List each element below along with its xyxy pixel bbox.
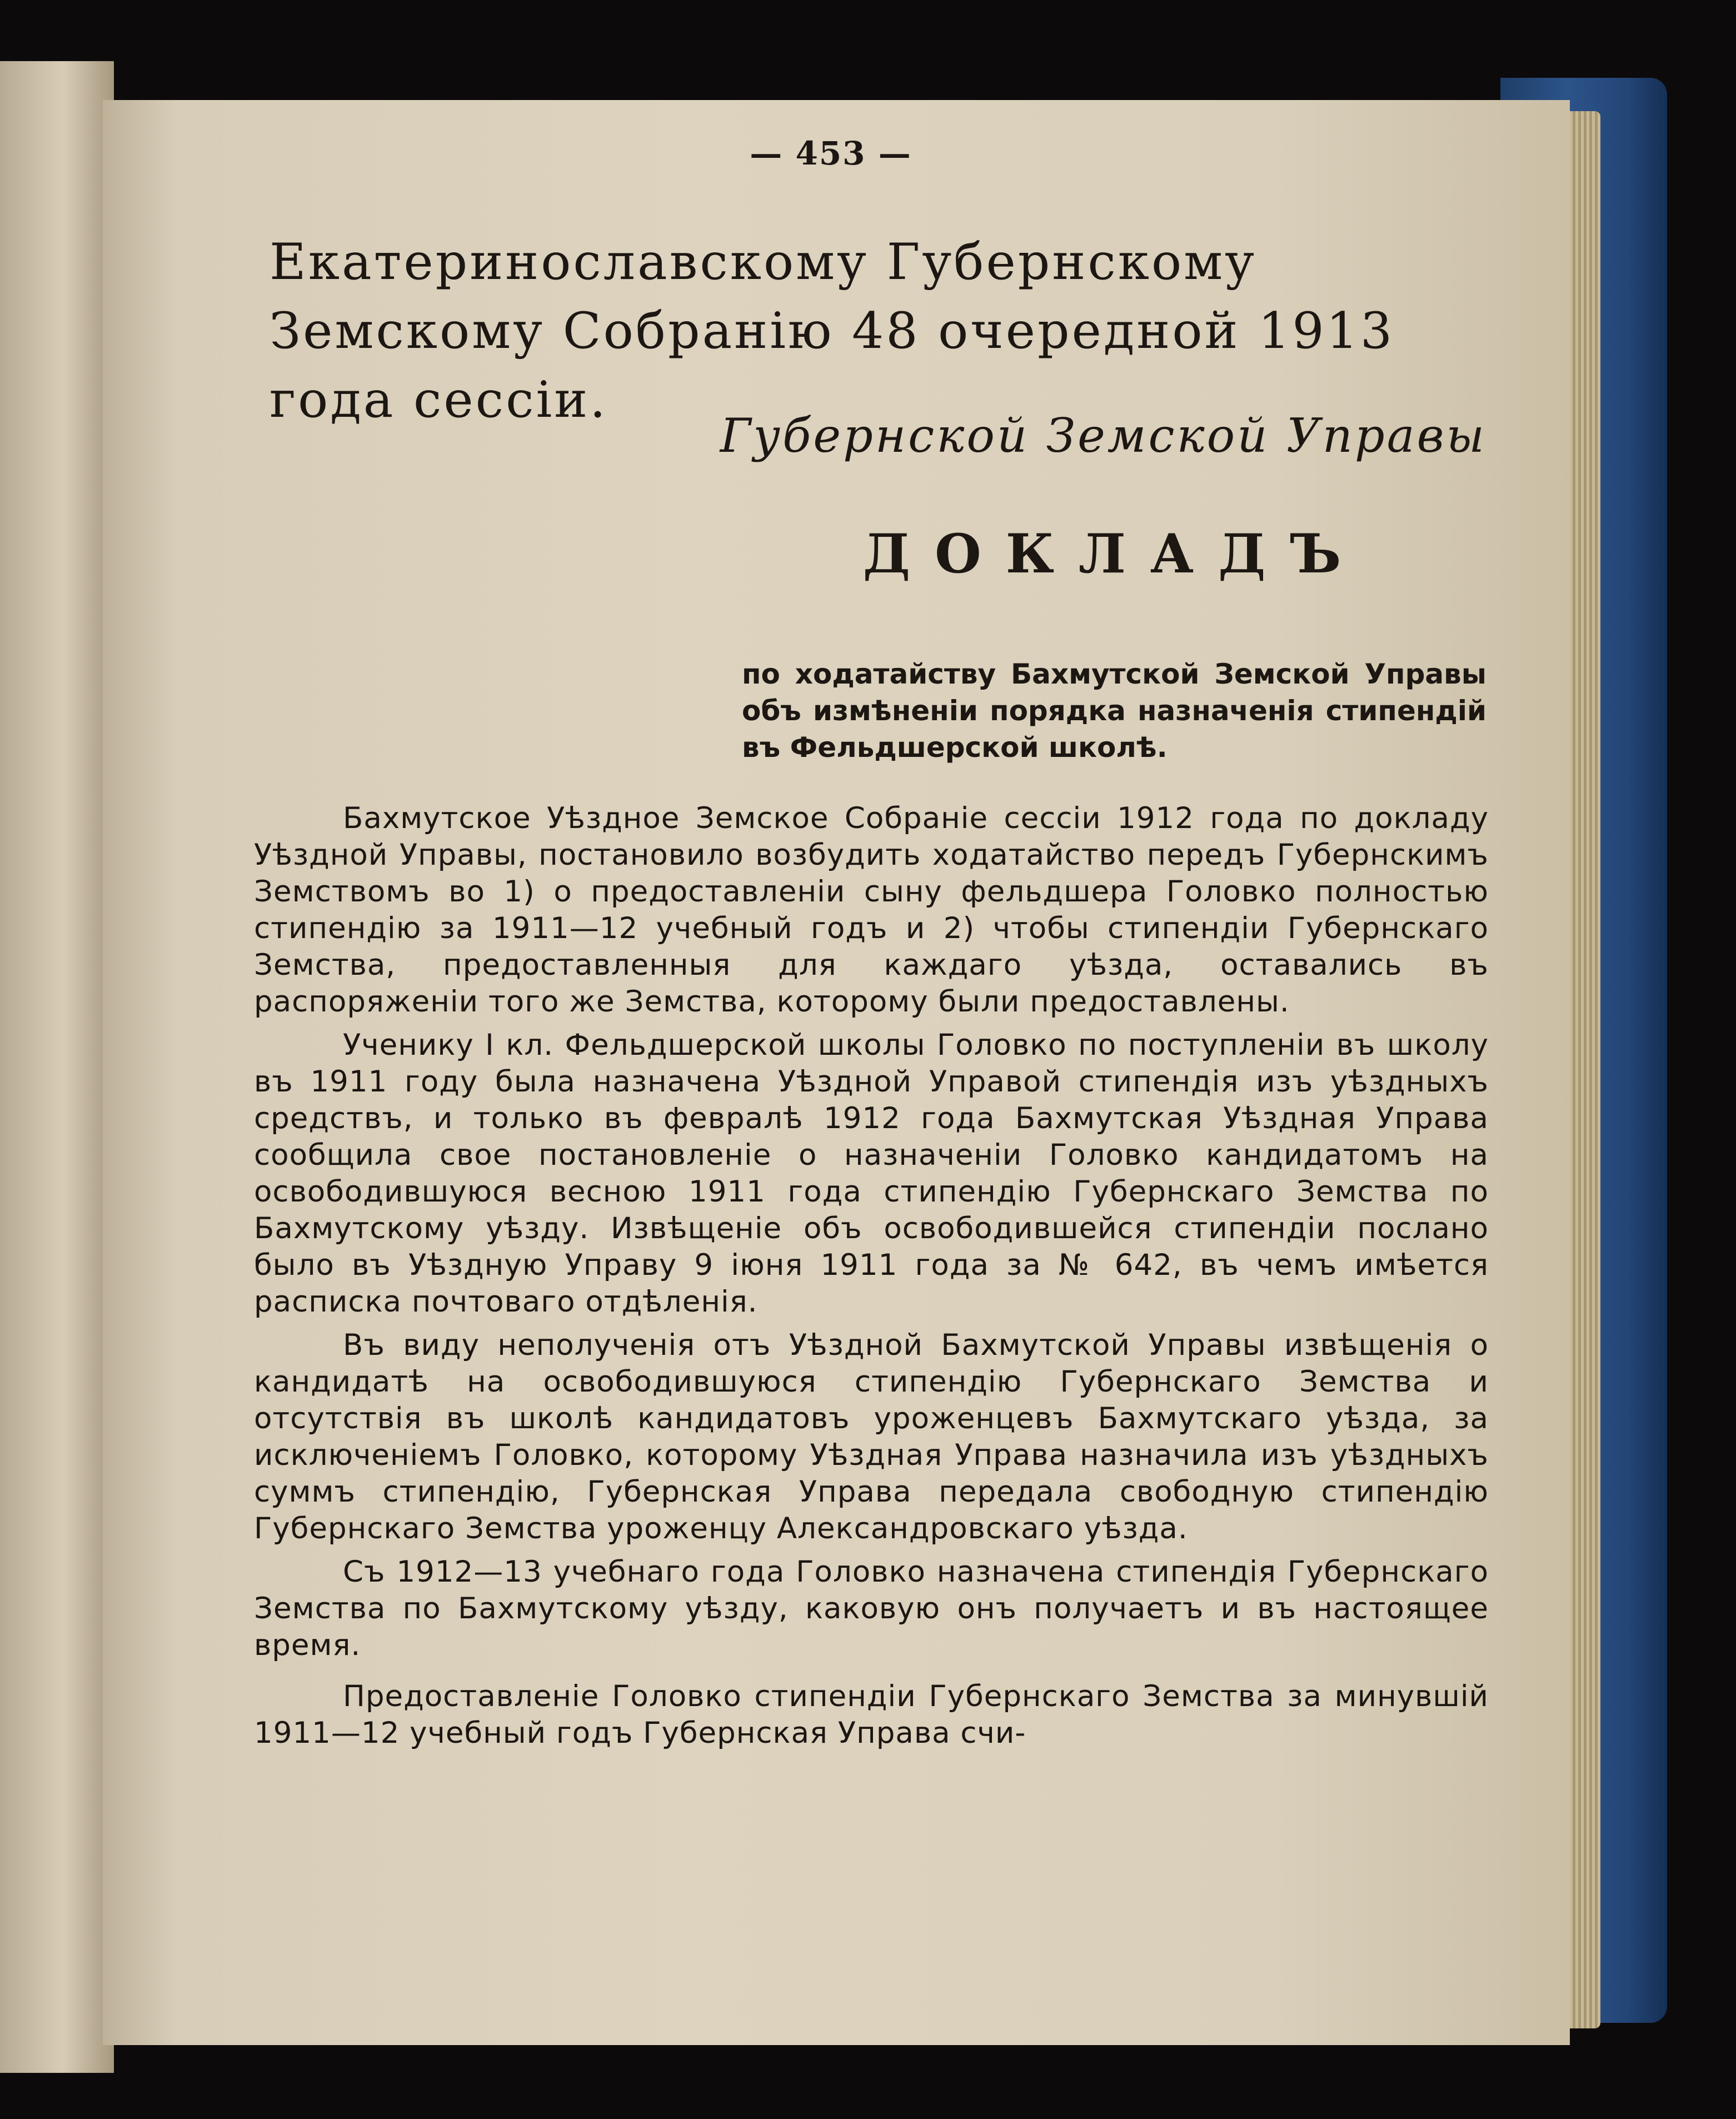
paragraph: Съ 1912—13 учебнаго года Головко назначена стипендія Губернскаго Земства по Бахмутскому уѣзду, каковую онъ получаетъ и въ настоящее время. [254, 1555, 1489, 1662]
issuing-authority: Губернской Земской Управы [720, 408, 1486, 463]
report-subject: по ходатайству Бахмутской Земской Управы объ измѣненіи порядка назначенія стипендій въ Фельдшерской школѣ. [742, 658, 1486, 764]
report-heading: ДОКЛАДЪ [862, 522, 1366, 585]
paragraph: Въ виду неполученія отъ Уѣздной Бахмутской Управы извѣщенія о кандидатѣ на освободившуюся стипендію Губернскаго Земства и отсутствія въ школѣ кандидатовъ уроженцевъ Бахмутскаго уѣзда, за исключеніемъ Головко, которому Уѣздная Управа назначила изъ уѣздныхъ суммъ стипендію, Губернская Управа передала свободную стипендію Губернскаго Земства уроженцу Александровскаго уѣзда. [254, 1328, 1489, 1545]
facing-page-edge [0, 61, 114, 2073]
paragraph: Предоставленіе Головко стипендіи Губернскаго Земства за минувшій 1911—12 учебный годъ Губернская Управа счи- [254, 1679, 1489, 1750]
paragraph: Бахмутское Уѣздное Земское Собраніе сессіи 1912 года по докладу Уѣздной Управы, постановило возбудить ходатайство передъ Губернскимъ Земствомъ во 1) о предоставленіи сыну фельдшера Головко полностью стипендію за 1911—12 учебный годъ и 2) чтобы стипендіи Губернскаго Земства, предоставленныя для каждаго уѣзда, оставались въ распоряженіи того же Земства, которому были предоставлены. [254, 801, 1489, 1019]
paragraph: Ученику I кл. Фельдшерской школы Головко по поступленіи въ школу въ 1911 году была назначена Уѣздной Управой стипендія изъ уѣздныхъ средствъ, и только въ февралѣ 1912 года Бахмутская Уѣздная Управа сообщила свое постановленіе о назначеніи Головко кандидатомъ на освободившуюся весною 1911 года стипендію Губернскаго Земства по Бахмутскому уѣзду. Извѣщеніе объ освободившейся стипендіи послано было въ Уѣздную Управу 9 іюня 1911 года за № 642, въ чемъ имѣется расписка почтоваго отдѣленія. [254, 1028, 1489, 1319]
document-title: Екатеринославскому Губернскому Земскому Собранію 48 очередной 1913 года сессіи. [270, 233, 1395, 429]
page-number: — 453 — [750, 134, 912, 172]
book-page [103, 100, 1570, 2045]
report-body [254, 800, 1489, 1758]
